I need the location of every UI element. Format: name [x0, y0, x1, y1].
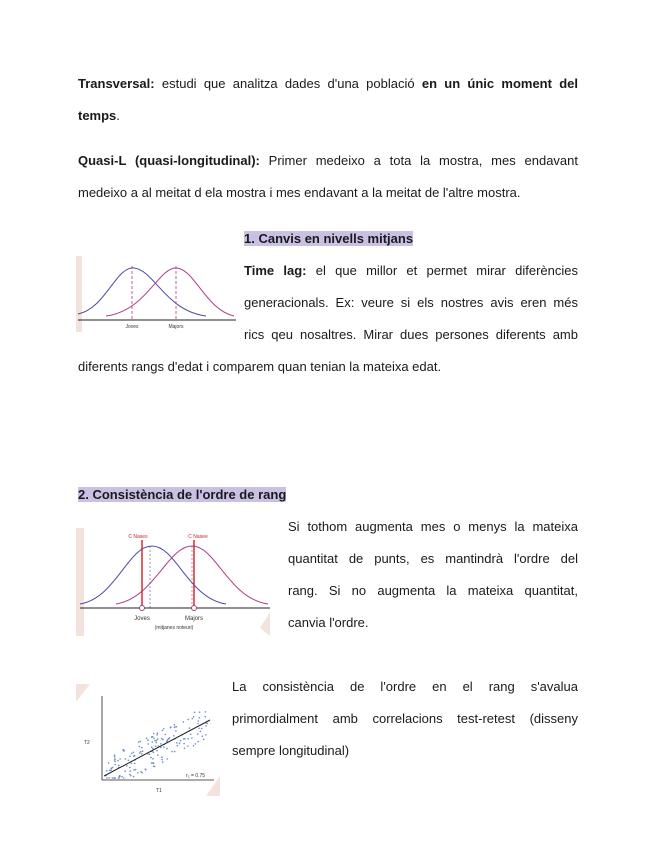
- scatter-point: [205, 734, 207, 736]
- scatter-point: [134, 763, 136, 765]
- scatter-point: [183, 721, 185, 723]
- scatter-point: [114, 764, 116, 766]
- scatter-point: [187, 738, 189, 740]
- scatter-point: [157, 754, 159, 756]
- scatter-point: [161, 738, 163, 740]
- scatter-point: [117, 760, 119, 762]
- scatter-point: [114, 758, 116, 760]
- scatter-point: [195, 743, 197, 745]
- section2-heading: 2. Consistència de l'ordre de rang: [78, 487, 287, 502]
- scatter-point: [108, 777, 110, 779]
- scatter-point: [157, 732, 159, 734]
- scatter-point: [198, 720, 200, 722]
- fig2-label-c1: C Nases: [128, 534, 148, 540]
- scatter-point: [152, 748, 154, 750]
- scatter-point: [164, 734, 166, 736]
- transversal-paragraph: Transversal: estudi que analitza dades d'una població en un únic moment del temps.: [78, 76, 578, 123]
- scatter-point: [114, 761, 116, 763]
- fig3-r-label: r₂ = 0.75: [186, 773, 206, 779]
- scatter-point: [193, 716, 195, 718]
- scatter-point: [174, 724, 176, 726]
- scatter-point: [124, 770, 126, 772]
- scatter-point: [111, 767, 113, 769]
- scatter-point: [155, 746, 157, 748]
- scatter-point: [192, 718, 194, 720]
- scatter-point: [170, 727, 172, 729]
- scatter-point: [142, 750, 144, 752]
- scatter-point: [129, 770, 131, 772]
- scatter-point: [135, 769, 137, 771]
- fig2-label-joves: Joves: [134, 616, 150, 622]
- scatter-point: [129, 774, 131, 776]
- section1-heading-wrap: [244, 229, 413, 249]
- scatter-point: [163, 728, 165, 730]
- scatter-point: [198, 717, 200, 719]
- scatter-point: [171, 751, 173, 753]
- section1-heading: 1. Canvis en nivells mitjans: [244, 231, 414, 246]
- scatter-point: [123, 777, 125, 779]
- scatter-point: [119, 775, 121, 777]
- scatter-point: [112, 777, 114, 779]
- scatter-point: [156, 750, 158, 752]
- scatter-point: [194, 712, 196, 714]
- scatter-point: [162, 739, 164, 741]
- scatter-point: [155, 742, 157, 744]
- fig2-label-c2: C Nasee: [188, 534, 208, 540]
- scatter-point: [114, 754, 116, 756]
- scatter-point: [176, 726, 178, 728]
- scatter-point: [150, 757, 152, 759]
- scatter-point: [169, 737, 171, 739]
- section1-text-right: Time lag: el que millor et permet mirar diferències generacionals. Ex: veure si els nostres avis eren més rics qeu nosaltres. Mirar dues persones diferents amb: [244, 263, 578, 342]
- scatter-point: [206, 723, 208, 725]
- scatter-point: [138, 741, 140, 743]
- quasi-paragraph: Quasi-L (quasi-longitudinal): Primer medeixo a tota la mostra, mes endavant medeixo a al meitat d ela mostra i mes endavant a la meitat de l'altre mostra.: [78, 153, 578, 200]
- scatter-point: [129, 767, 131, 769]
- fig2-label-majors: Majors: [184, 616, 204, 622]
- scatter-point: [174, 751, 176, 753]
- scatter-point: [139, 752, 141, 754]
- figure-mean-levels: [76, 256, 238, 332]
- scatter-point: [173, 735, 175, 737]
- scatter-point: [205, 725, 207, 727]
- scatter-point: [118, 777, 120, 779]
- scatter-point: [191, 737, 193, 739]
- section3-text: La consistència de l'ordre en el rang s'avalua primordialment amb correlacions test-retest (disseny sempre longitudinal): [232, 679, 578, 758]
- scatter-point: [156, 734, 158, 736]
- scatter-point: [176, 742, 178, 744]
- scatter-point: [202, 736, 204, 738]
- scatter-point: [147, 739, 149, 741]
- scatter-point: [119, 758, 121, 760]
- section2-heading-wrap: [78, 485, 286, 505]
- scatter-point: [133, 769, 135, 771]
- scatter-point: [199, 711, 201, 713]
- scatter-point: [166, 758, 168, 760]
- scatter-point: [187, 719, 189, 721]
- scatter-point: [180, 740, 182, 742]
- scatter-point: [157, 738, 159, 740]
- time-lag-term: Time lag:: [244, 263, 307, 278]
- figure-scatter: [76, 684, 220, 796]
- scatter-point: [156, 740, 158, 742]
- scatter-point: [153, 733, 155, 735]
- scatter-point: [137, 772, 139, 774]
- scatter-point: [153, 738, 155, 740]
- scatter-point: [147, 743, 149, 745]
- scatter-point: [161, 756, 163, 758]
- scatter-point: [128, 760, 130, 762]
- scatter-point: [123, 749, 125, 751]
- figure-rank-order: [76, 528, 272, 636]
- scatter-point: [166, 748, 168, 750]
- transversal-term: Transversal:: [78, 76, 155, 91]
- scatter-point: [106, 777, 108, 779]
- fig1-label-joves: Joves: [125, 324, 139, 330]
- scatter-point: [160, 743, 162, 745]
- scatter-point: [108, 762, 110, 764]
- scatter-point: [197, 723, 199, 725]
- scatter-point: [190, 734, 192, 736]
- scatter-point: [153, 752, 155, 754]
- scatter-point: [140, 741, 142, 743]
- scatter-point: [141, 772, 143, 774]
- scatter-point: [131, 753, 133, 755]
- scatter-point: [145, 768, 147, 770]
- scatter-point: [154, 740, 156, 742]
- scatter-point: [197, 741, 199, 743]
- scatter-points: [105, 711, 208, 779]
- scatter-point: [141, 747, 143, 749]
- fig2-label-note: (mitjanes noteuri): [154, 625, 194, 631]
- scatter-point: [183, 743, 185, 745]
- scatter-point: [177, 745, 179, 747]
- scatter-point: [133, 752, 135, 754]
- fig3-y-label: T2: [84, 740, 90, 746]
- scatter-point: [121, 776, 123, 778]
- scatter-point: [184, 747, 186, 749]
- section1-text-full: diferents rangs d'edat i comparem quan tenian la mateixa edat.: [78, 359, 442, 374]
- scatter-point: [205, 711, 207, 713]
- scatter-point: [161, 759, 163, 761]
- scatter-point: [197, 733, 199, 735]
- scatter-point: [187, 745, 189, 747]
- scatter-point: [161, 730, 163, 732]
- scatter-point: [154, 766, 156, 768]
- scatter-point: [112, 767, 114, 769]
- quasi-term: Quasi-L (quasi-longitudinal):: [78, 153, 260, 168]
- scatter-point: [109, 770, 111, 772]
- scatter-point: [189, 727, 191, 729]
- fig3-x-label: T1: [156, 788, 162, 794]
- scatter-point: [193, 745, 195, 747]
- fig1-label-majors: Majors: [168, 324, 184, 330]
- scatter-point: [129, 755, 131, 757]
- scatter-point: [163, 746, 165, 748]
- scatter-point: [130, 775, 132, 777]
- scatter-point: [133, 776, 135, 778]
- scatter-point: [151, 746, 153, 748]
- scatter-point: [113, 777, 115, 779]
- scatter-point: [106, 770, 108, 772]
- scatter-point: [141, 753, 143, 755]
- scatter-point: [175, 730, 177, 732]
- scatter-point: [203, 739, 205, 741]
- scatter-point: [149, 753, 151, 755]
- scatter-point: [130, 762, 132, 764]
- scatter-point: [205, 716, 207, 718]
- scatter-point: [118, 765, 120, 767]
- scatter-point: [151, 736, 153, 738]
- scatter-point: [152, 741, 154, 743]
- scatter-point: [126, 765, 128, 767]
- scatter-point: [152, 758, 154, 760]
- scatter-point: [198, 728, 200, 730]
- scatter-point: [201, 728, 203, 730]
- scatter-point: [125, 758, 127, 760]
- scatter-point: [146, 737, 148, 739]
- scatter-point: [139, 746, 141, 748]
- scatter-point: [140, 751, 142, 753]
- scatter-point: [114, 756, 116, 758]
- scatter-point: [162, 761, 164, 763]
- scatter-point: [134, 755, 136, 757]
- scatter-point: [174, 727, 176, 729]
- scatter-point: [179, 742, 181, 744]
- scatter-point: [152, 762, 154, 764]
- section2-text: Si tothom augmenta mes o menys la mateixa quantitat de punts, es mantindrà l'ordre del rang. Si no augmenta la mateixa quantitat, canvia l'ordre.: [288, 519, 578, 630]
- scatter-point: [200, 731, 202, 733]
- scatter-point: [183, 738, 185, 740]
